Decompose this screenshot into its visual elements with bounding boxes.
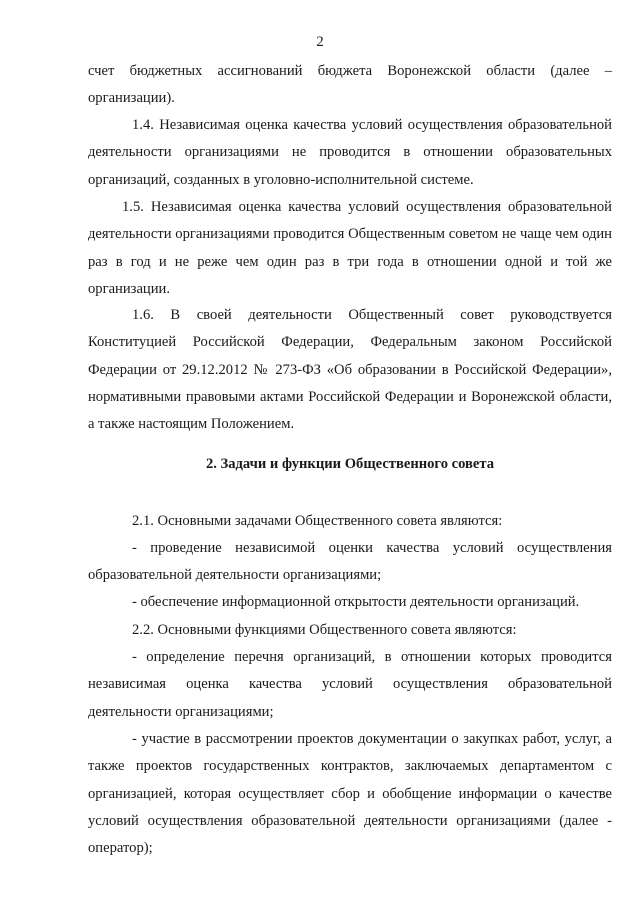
list-item-function-2: - участие в рассмотрении проектов документации о закупках работ, услуг, а также проектов государственных контрактов, заключаемых департаментом с организацией, которая осуществляет сбор и обобщение информации о качестве условий осуществления образовательной деятельности организациями (далее - оператор); [88,731,612,857]
list-item-task-2: - обеспечение информационной открытости деятельности организаций. [132,594,580,610]
paragraph-1-4: 1.4. Независимая оценка качества условий осуществления образовательной деятельности организациями не проводится в отношении образовательных организаций, созданных в уголовно-исполнительной системе. [88,117,612,188]
paragraph-1-5: 1.5. Независимая оценка качества условий осуществления образовательной деятельности организациями проводится Общественным советом не чаще чем один раз в год и не реже чем один раз в три года в отношении одной и той же организации. [88,199,612,297]
list-item-task-1: - проведение независимой оценки качества условий осуществления образовательной деятельности организациями; [88,540,612,584]
section-2-heading: 2. Задачи и функции Общественного совета [205,456,495,472]
paragraph-1-6: 1.6. В своей деятельности Общественный совет руководствуется Конституцией Российской Федерации, Федеральным законом Российской Федерации от 29.12.2012 № 273-ФЗ «Об образовании в Российской Федерации», нормативными правовыми актами Российской Федерации и Воронежской области, а также настоящим Положением. [88,307,612,433]
paragraph-2-2: 2.2. Основными функциями Общественного совета являются: [132,622,517,638]
page-number: 2 [316,34,324,50]
paragraph-continuation: счет бюджетных ассигнований бюджета Воронежской области (далее – организации). [88,63,612,107]
paragraph-2-1: 2.1. Основными задачами Общественного совета являются: [132,513,503,529]
list-item-function-1: - определение перечня организаций, в отношении которых проводится независимая оценка качества условий осуществления образовательной деятельности организациями; [88,649,612,720]
